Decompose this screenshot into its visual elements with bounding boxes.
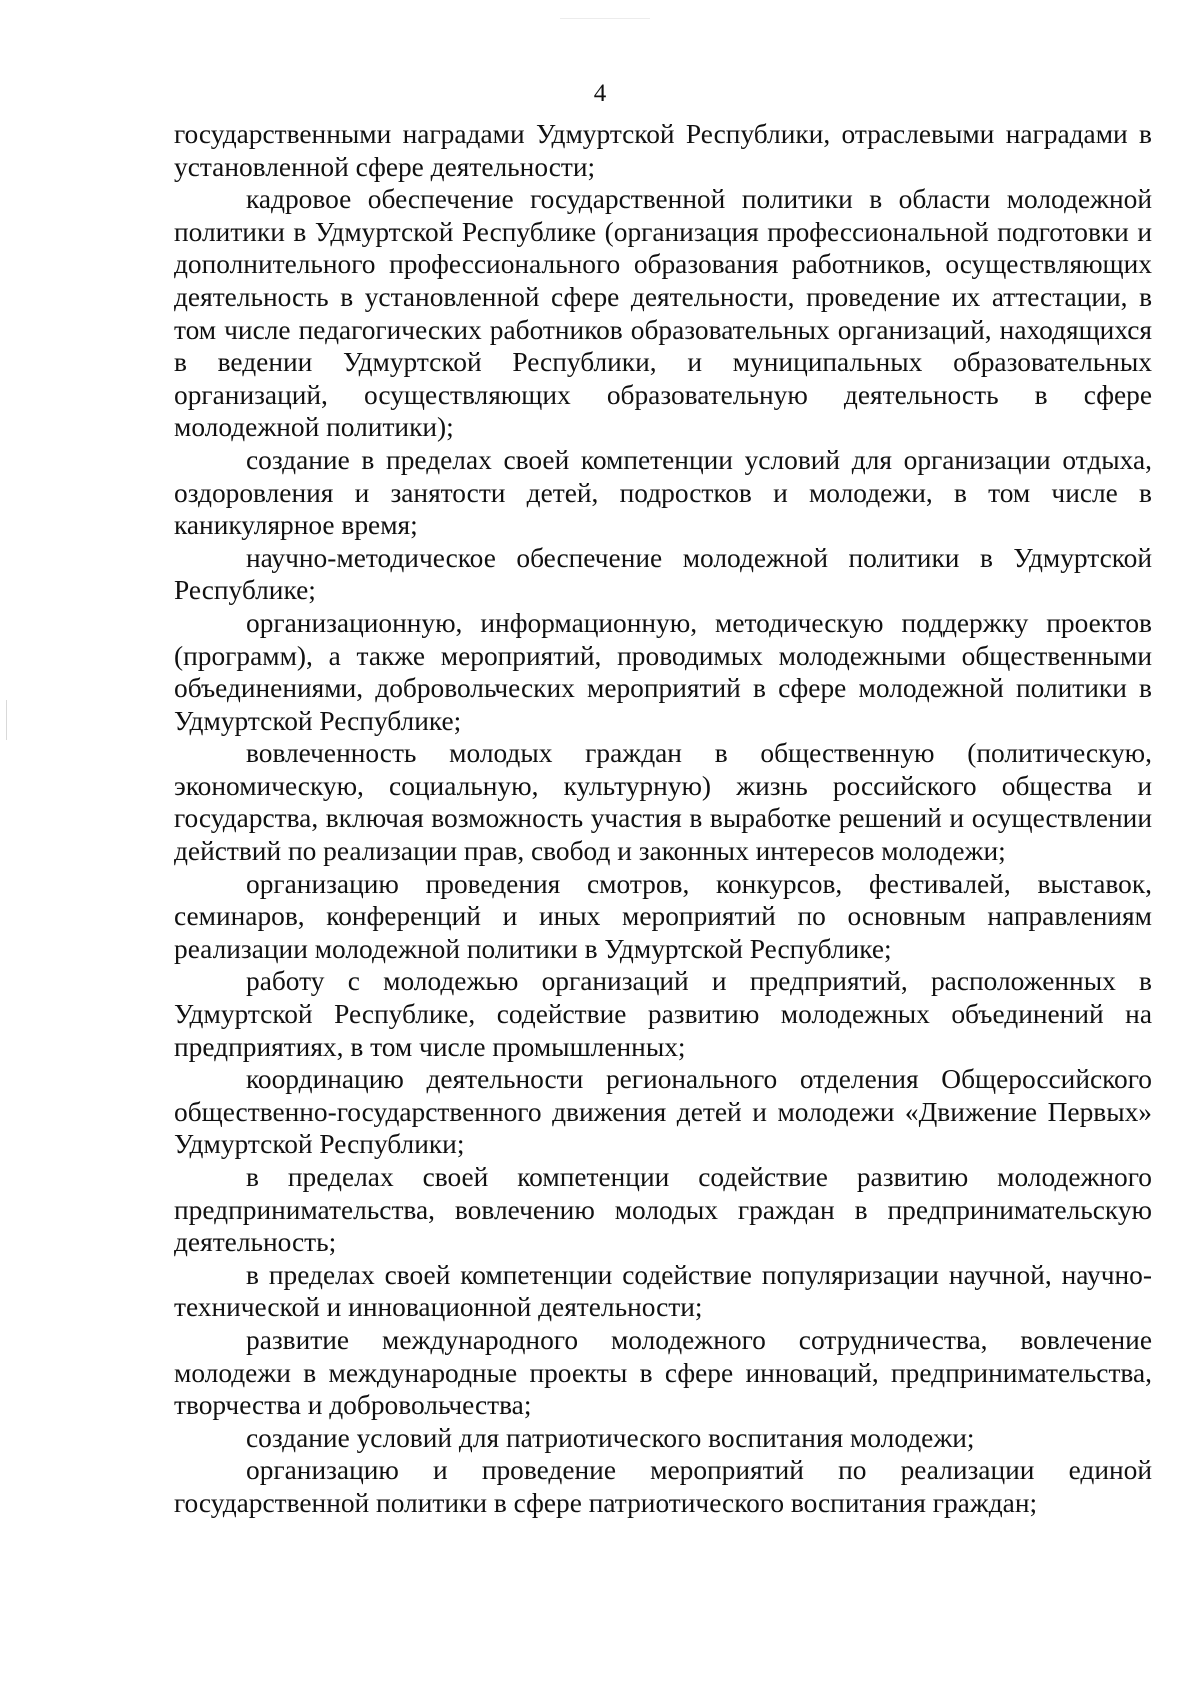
scan-artifact-left [6, 700, 7, 740]
page-number: 4 [593, 80, 607, 107]
paragraph-events: организацию проведения смотров, конкурсов, фестивалей, выставок, семинаров, конференций и иных мероприятий по основным направлениям реализации молодежной политики в Удмуртской Республике; [174, 868, 1152, 964]
paragraph-project-support: организационную, информационную, методическую поддержку проектов (программ), а также мероприятий, проводимых молодежными общественными объединениями, добровольческих мероприятий в сфере молодежной политики в Удмуртской Республике; [174, 607, 1152, 736]
paragraph-enterprises: работу с молодежью организаций и предприятий, расположенных в Удмуртской Республике, содействие развитию молодежных объединений на предприятиях, в том числе промышленных; [174, 966, 1152, 1062]
paragraph-patriotic-conditions: создание условий для патриотического воспитания молодежи; [246, 1422, 975, 1453]
paragraph-civic-involvement: вовлеченность молодых граждан в общественную (политическую, экономическую, социальную, культурную) жизнь российского общества и государства, включая возможность участия в выработке решений и осуществлении действий по реализации прав, свобод и законных интересов молодежи; [174, 738, 1152, 867]
paragraph-international: развитие международного молодежного сотрудничества, вовлечение молодежи в международные проекты в сфере инноваций, предпринимательства, творчества и добровольчества; [174, 1324, 1152, 1421]
paragraph-staffing: кадровое обеспечение государственной политики в области молодежной политики в Удмуртской Республике (организация профессиональной подготовки и дополнительного профессионального образования работников, осуществляющих деятельность в установленной сфере деятельности, проведение их аттестации, в том числе педагогических работников образовательных организаций, находящихся в ведении Удмуртской Республики, и муниципальных образовательных организаций, осуществляющих образовательную деятельность в сфере молодежной политики); [174, 184, 1152, 443]
paragraph-science: в пределах своей компетенции содействие популяризации научной, научно-технической и инновационной деятельности; [174, 1259, 1152, 1323]
scan-artifact-top [560, 18, 650, 19]
paragraph-awards-continuation: государственными наградами Удмуртской Республики, отраслевыми наградами в установленной сфере деятельности; [174, 119, 1152, 182]
paragraph-recreation: создание в пределах своей компетенции условий для организации отдыха, оздоровления и занятости детей, подростков и молодежи, в том числе в каникулярное время; [174, 444, 1152, 541]
paragraph-entrepreneurship: в пределах своей компетенции содействие развитию молодежного предпринимательства, вовлечению молодых граждан в предпринимательскую деятельность; [174, 1162, 1152, 1258]
paragraph-movement-coordination: координацию деятельности регионального отделения Общероссийского общественно-государственного движения детей и молодежи «Движение Первых» Удмуртской Республики; [174, 1064, 1152, 1160]
document-body [174, 118, 1152, 1520]
paragraph-methodology: научно-методическое обеспечение молодежной политики в Удмуртской Республике; [174, 542, 1152, 606]
paragraph-patriotic-events: организацию и проведение мероприятий по реализации единой государственной политики в сфере патриотического воспитания граждан; [174, 1455, 1152, 1518]
